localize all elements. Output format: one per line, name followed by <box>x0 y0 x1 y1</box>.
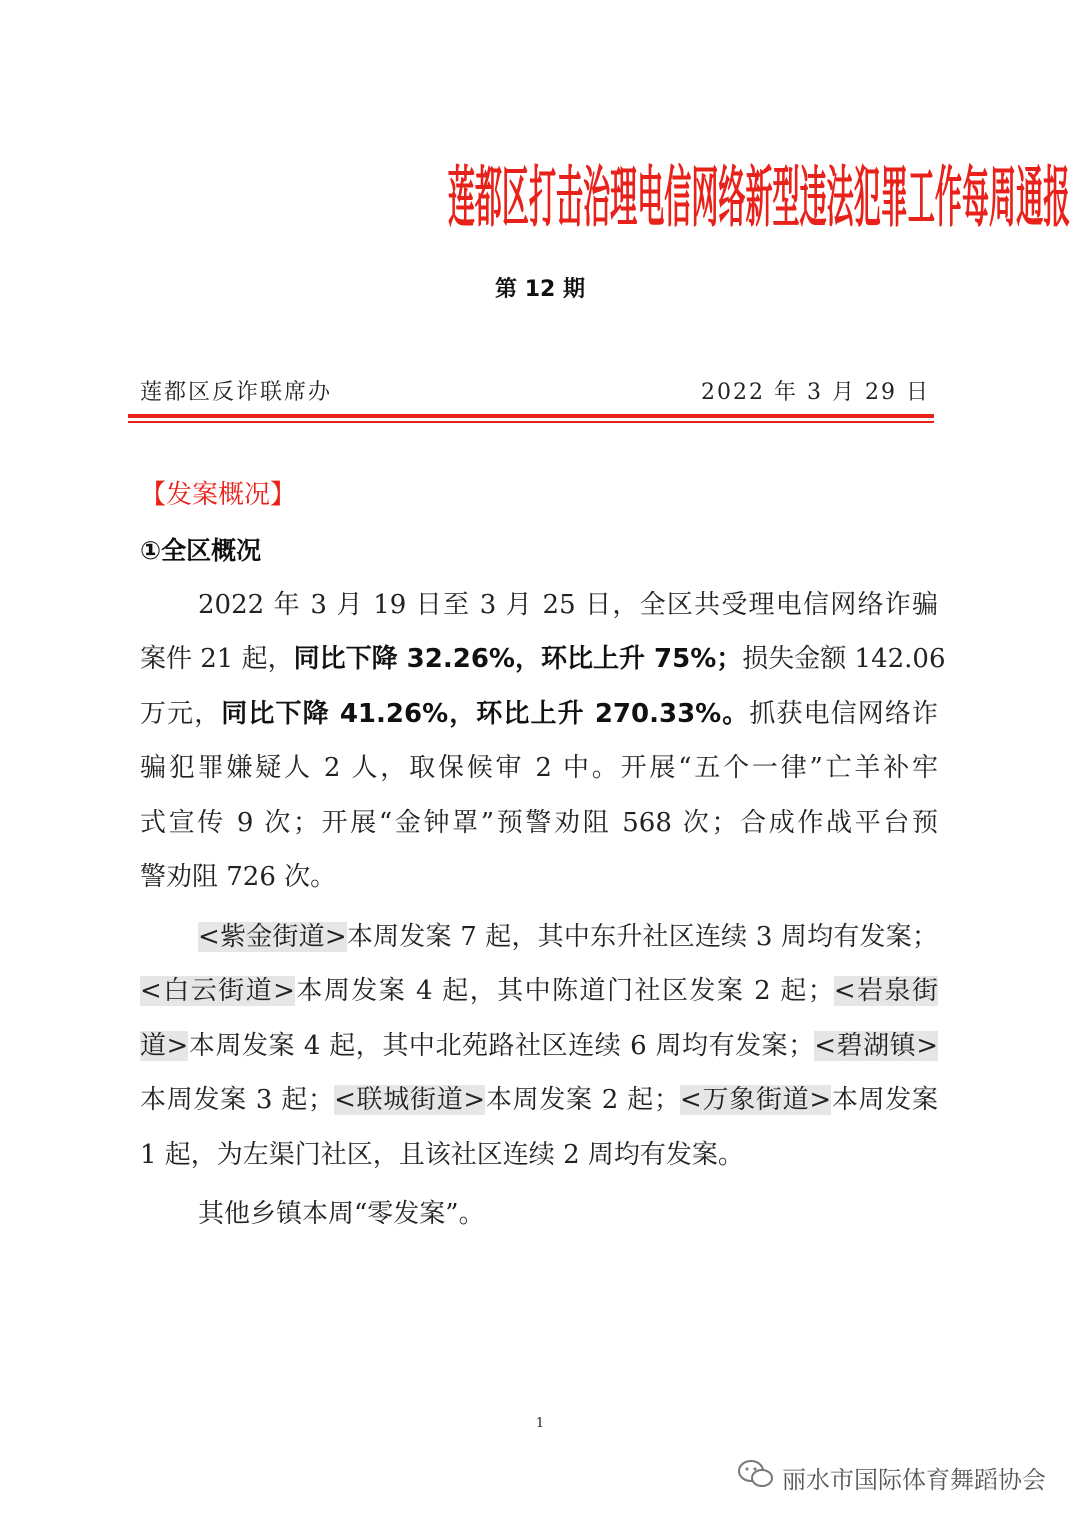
text-segment: 2022 年 3 月 19 日至 3 月 25 日，全区共受理电信网络诈骗 <box>198 590 938 620</box>
text-segment: 本周发案 2 起； <box>485 1085 680 1116</box>
paragraph-streets <box>140 910 938 1182</box>
title-text: 莲都区打击治理电信网络新型违法犯罪工作每周通报 <box>447 159 1071 236</box>
text-segment: 损失金额 142.06 <box>742 644 946 675</box>
subsection-heading: ①全区概况 <box>140 536 262 565</box>
issuing-org: 莲都区反诈联席办 <box>140 380 333 405</box>
text-line <box>140 910 938 964</box>
bold-statistic: 同比下降 41.26%，环比上升 270.33%。 <box>221 698 750 729</box>
highlighted-location: 道> <box>140 1030 189 1061</box>
highlighted-location: <白云街道> <box>140 976 295 1007</box>
text-segment: 本周发案 4 起，其中陈道门社区发案 2 起； <box>294 976 834 1007</box>
page-number: 1 <box>535 1416 545 1431</box>
text-line <box>140 1187 938 1241</box>
bold-statistic: 同比下降 32.26%，环比上升 75%； <box>293 644 743 675</box>
text-segment: 警劝阻 726 次。 <box>140 861 337 892</box>
text-segment: 其他乡镇本周“零发案”。 <box>198 1199 485 1229</box>
text-segment: 1 起，为左渠门社区，且该社区连续 2 周均有发案。 <box>140 1139 744 1170</box>
text-line <box>140 741 938 795</box>
text-line <box>140 1073 938 1127</box>
text-segment: 式宣传 9 次；开展“金钟罩”预警劝阻 568 次；合成作战平台预 <box>140 807 938 838</box>
text-line <box>140 1128 938 1182</box>
text-line <box>140 796 938 850</box>
text-segment: 骗犯罪嫌疑人 2 人，取保候审 2 中。开展“五个一律”亡羊补牢 <box>140 753 938 784</box>
watermark <box>736 1458 1046 1496</box>
highlighted-location: <万象街道> <box>679 1085 832 1116</box>
text-segment: 本周发案 4 起，其中北苑路社区连续 6 周均有发案； <box>188 1030 815 1061</box>
text-segment: 本周发案 3 起； <box>140 1085 335 1116</box>
text-segment: 本周发案 7 起，其中东升社区连续 3 周均有发案； <box>346 922 938 952</box>
issue-number: 第 12 期 <box>495 277 585 302</box>
text-segment: 抓获电信网络诈 <box>749 698 938 729</box>
paragraph-others <box>140 1187 938 1241</box>
highlighted-location: <岩泉街 <box>833 976 938 1007</box>
text-line <box>140 687 938 741</box>
document-title <box>0 158 1080 238</box>
text-segment: 万元， <box>140 698 222 729</box>
text-line <box>140 1019 938 1073</box>
highlighted-location: <联城街道> <box>334 1085 486 1116</box>
highlighted-location: <紫金街道> <box>198 922 347 952</box>
text-line <box>140 632 946 686</box>
text-segment: 案件 21 起， <box>140 644 294 675</box>
section-heading: 【发案概况】 <box>140 480 297 510</box>
text-line <box>140 964 938 1018</box>
paragraph-summary <box>140 578 946 904</box>
wechat-icon <box>736 1458 776 1496</box>
text-line <box>140 578 938 632</box>
highlighted-location: <碧湖镇> <box>814 1030 938 1061</box>
red-divider-thin <box>128 421 934 423</box>
text-segment: 本周发案 <box>831 1085 938 1116</box>
watermark-text: 丽水市国际体育舞蹈协会 <box>782 1465 1046 1494</box>
issue-date: 2022 年 3 月 29 日 <box>701 380 930 405</box>
text-line <box>140 850 938 904</box>
red-divider-thick <box>128 414 934 418</box>
